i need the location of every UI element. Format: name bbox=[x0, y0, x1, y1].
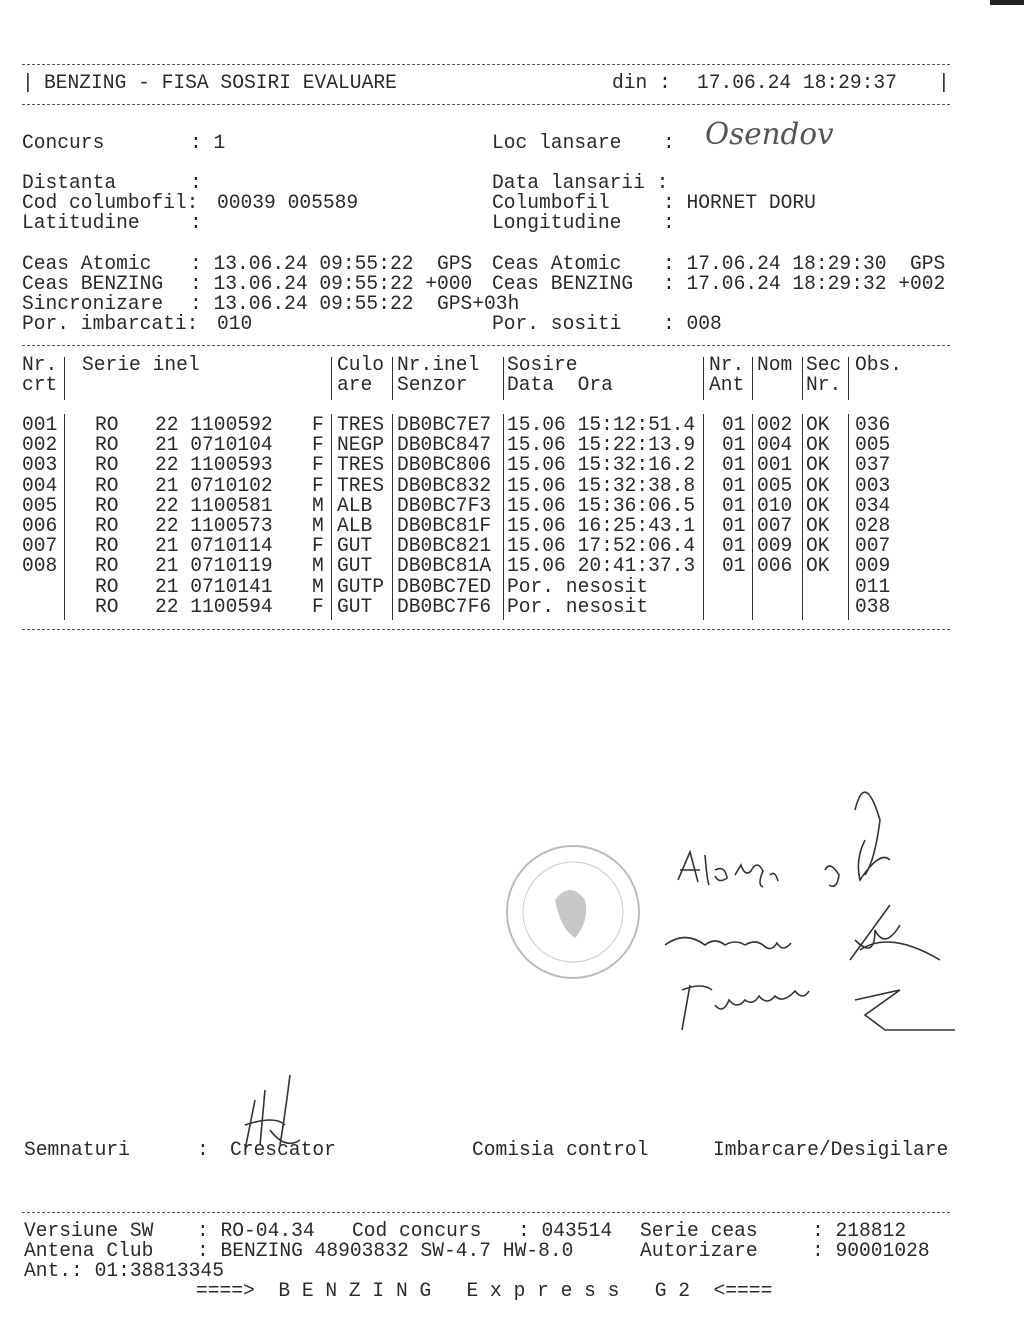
cell-nr: 001 bbox=[22, 414, 58, 437]
crescator-label: Crescator bbox=[230, 1139, 336, 1162]
cell-sex: F bbox=[312, 454, 324, 478]
column-header-nom: Nom bbox=[757, 354, 793, 377]
divider bbox=[22, 345, 950, 346]
cell-tara: RO bbox=[95, 595, 119, 619]
column-separator bbox=[703, 357, 704, 620]
cell-inel: 21 0710102 bbox=[155, 474, 273, 498]
arrived-value: : 008 bbox=[663, 313, 722, 336]
clock-left-label: Ceas BENZING bbox=[22, 273, 164, 296]
cell-culoare: ALB bbox=[337, 515, 373, 538]
cell-nom: 004 bbox=[757, 434, 793, 458]
cell-sosire: Por. nesosit bbox=[507, 575, 649, 599]
clock-right-value: : 17.06.24 18:29:32 +002 bbox=[663, 273, 946, 296]
cell-sec: OK bbox=[806, 434, 830, 458]
cell-culoare: NEGP bbox=[337, 434, 385, 458]
cell-obs: 005 bbox=[855, 434, 891, 458]
cell-ant: 01 bbox=[722, 515, 746, 538]
cell-sec: OK bbox=[806, 555, 830, 579]
cell-sec: OK bbox=[806, 414, 830, 437]
cell-nr: 007 bbox=[22, 535, 58, 559]
column-header-senzor: Nr.inel bbox=[397, 354, 480, 377]
column-separator bbox=[802, 357, 803, 620]
cell-sec: OK bbox=[806, 515, 830, 538]
versiune-label: Versiune SW bbox=[24, 1220, 154, 1243]
cell-inel: 22 1100594 bbox=[155, 595, 273, 619]
embarked-label: Por. imbarcati: bbox=[22, 313, 199, 336]
cell-inel: 21 0710141 bbox=[155, 575, 273, 599]
cell-culoare: GUTP bbox=[337, 575, 385, 599]
column-header-sosire-line2: Data Ora bbox=[507, 374, 613, 397]
cell-inel: 22 1100593 bbox=[155, 454, 273, 478]
column-separator bbox=[752, 357, 753, 620]
autorizare-label: Autorizare bbox=[640, 1240, 758, 1263]
cell-senzor: DB0BC7ED bbox=[397, 575, 492, 599]
column-separator bbox=[392, 357, 393, 620]
header-left-bar: | bbox=[22, 72, 34, 95]
cell-ant: 01 bbox=[722, 555, 746, 579]
cell-sex: M bbox=[312, 555, 324, 579]
cell-nom: 007 bbox=[757, 515, 793, 538]
cell-obs: 037 bbox=[855, 454, 891, 478]
cell-inel: 21 0710104 bbox=[155, 434, 273, 458]
cell-obs: 036 bbox=[855, 414, 891, 437]
column-separator bbox=[331, 357, 332, 620]
cell-senzor: DB0BC821 bbox=[397, 535, 492, 559]
handwritten-signatures bbox=[660, 780, 960, 1040]
cell-sosire: 15.06 15:36:06.5 bbox=[507, 494, 696, 518]
cell-sex: F bbox=[312, 434, 324, 458]
distanta-value: : bbox=[190, 172, 202, 195]
cell-senzor: DB0BC7F6 bbox=[397, 595, 492, 619]
arrived-label: Por. sositi bbox=[492, 313, 622, 336]
cell-sosire: 15.06 17:52:06.4 bbox=[507, 535, 696, 559]
cell-sosire: 15.06 15:32:16.2 bbox=[507, 454, 696, 478]
cell-tara: RO bbox=[95, 434, 119, 458]
cell-senzor: DB0BC81A bbox=[397, 555, 492, 579]
cell-culoare: TRES bbox=[337, 414, 385, 437]
signatures-label: Semnaturi bbox=[24, 1139, 130, 1162]
clock-left-value: : 13.06.24 09:55:22 GPS+03h bbox=[190, 293, 520, 316]
cell-obs: 038 bbox=[855, 595, 891, 619]
header-right-bar: | bbox=[938, 72, 950, 95]
latitudine-value: : bbox=[190, 212, 202, 235]
signatures-colon: : bbox=[197, 1139, 209, 1162]
cell-sex: M bbox=[312, 515, 324, 538]
clock-right-label: Ceas Atomic bbox=[492, 253, 622, 276]
cell-sex: M bbox=[312, 494, 324, 518]
column-header-sosire: Sosire bbox=[507, 354, 578, 377]
column-separator bbox=[848, 357, 849, 620]
serie-ceas-value: : 218812 bbox=[812, 1220, 907, 1243]
antena-value: : BENZING 48903832 SW-4.7 HW-8.0 bbox=[197, 1240, 574, 1263]
club-stamp bbox=[500, 840, 650, 985]
cell-culoare: ALB bbox=[337, 494, 373, 518]
cell-nr: 004 bbox=[22, 474, 58, 498]
cell-senzor: DB0BC7F3 bbox=[397, 494, 492, 518]
cell-ant: 01 bbox=[722, 454, 746, 478]
divider bbox=[22, 629, 950, 630]
cell-tara: RO bbox=[95, 494, 119, 518]
cell-inel: 22 1100581 bbox=[155, 494, 273, 518]
cell-nr: 005 bbox=[22, 494, 58, 518]
cell-tara: RO bbox=[95, 515, 119, 538]
cell-nom: 009 bbox=[757, 535, 793, 559]
antenna-id: Ant.: 01:38813345 bbox=[24, 1260, 224, 1283]
cell-culoare: TRES bbox=[337, 474, 385, 498]
clock-left-label: Ceas Atomic bbox=[22, 253, 152, 276]
column-header-ant-line2: Ant bbox=[709, 374, 745, 397]
divider bbox=[22, 1212, 950, 1213]
cell-sex: F bbox=[312, 595, 324, 619]
distanta-label: Distanta bbox=[22, 172, 117, 195]
cell-tara: RO bbox=[95, 414, 119, 437]
cell-obs: 028 bbox=[855, 515, 891, 538]
cell-inel: 22 1100573 bbox=[155, 515, 273, 538]
column-header-obs: Obs. bbox=[855, 354, 903, 377]
cell-senzor: DB0BC81F bbox=[397, 515, 492, 538]
longitudine-label: Longitudine bbox=[492, 212, 622, 235]
separator-gap bbox=[22, 400, 950, 414]
cell-obs: 007 bbox=[855, 535, 891, 559]
cell-sec: OK bbox=[806, 474, 830, 498]
column-header-sec: Sec bbox=[806, 354, 842, 377]
cell-sosire: 15.06 15:12:51.4 bbox=[507, 414, 696, 437]
data-lansarii-label: Data lansarii : bbox=[492, 172, 669, 195]
clock-right-value: : 17.06.24 18:29:30 GPS bbox=[663, 253, 946, 276]
concurs-value: : 1 bbox=[190, 132, 226, 155]
page-title: BENZING - FISA SOSIRI EVALUARE bbox=[44, 72, 397, 95]
column-header-culoare: Culo bbox=[337, 354, 385, 377]
cell-sec: OK bbox=[806, 535, 830, 559]
column-separator bbox=[503, 357, 504, 620]
comisia-label: Comisia control bbox=[472, 1139, 649, 1162]
column-header-sec-line2: Nr. bbox=[806, 374, 842, 397]
print-date: 17.06.24 18:29:37 bbox=[697, 72, 897, 95]
cell-tara: RO bbox=[95, 555, 119, 579]
cell-nom: 010 bbox=[757, 494, 793, 518]
cell-ant: 01 bbox=[722, 414, 746, 437]
cod-concurs-label: Cod concurs bbox=[352, 1220, 482, 1243]
columbofil-value: : HORNET DORU bbox=[663, 192, 816, 215]
cell-senzor: DB0BC806 bbox=[397, 454, 492, 478]
column-header-ant: Nr. bbox=[709, 354, 745, 377]
cell-sex: F bbox=[312, 414, 324, 437]
cell-sosire: Por. nesosit bbox=[507, 595, 649, 619]
cell-culoare: GUT bbox=[337, 555, 373, 579]
cell-inel: 21 0710114 bbox=[155, 535, 273, 559]
columbofil-label: Columbofil bbox=[492, 192, 610, 215]
cell-culoare: GUT bbox=[337, 535, 373, 559]
clock-left-value: : 13.06.24 09:55:22 +000 bbox=[190, 273, 473, 296]
serie-ceas-label: Serie ceas bbox=[640, 1220, 758, 1243]
cell-ant: 01 bbox=[722, 535, 746, 559]
column-header-nr: Nr. bbox=[22, 354, 58, 377]
cod-concurs-value: : 043514 bbox=[518, 1220, 613, 1243]
cell-sosire: 15.06 20:41:37.3 bbox=[507, 555, 696, 579]
cell-sex: F bbox=[312, 535, 324, 559]
cell-sosire: 15.06 15:32:38.8 bbox=[507, 474, 696, 498]
cell-senzor: DB0BC847 bbox=[397, 434, 492, 458]
loc-lansare-label: Loc lansare bbox=[492, 132, 622, 155]
cell-ant: 01 bbox=[722, 494, 746, 518]
cell-tara: RO bbox=[95, 575, 119, 599]
loc-lansare-colon: : bbox=[663, 132, 675, 155]
clock-right-label: Ceas BENZING bbox=[492, 273, 634, 296]
clock-left-value: : 13.06.24 09:55:22 GPS bbox=[190, 253, 473, 276]
benzing-banner: ====> B E N Z I N G E x p r e s s G 2 <==== bbox=[196, 1280, 773, 1303]
cell-ant: 01 bbox=[722, 434, 746, 458]
column-header-serie: Serie inel bbox=[82, 354, 200, 377]
cell-nom: 005 bbox=[757, 474, 793, 498]
cell-obs: 034 bbox=[855, 494, 891, 518]
cell-ant: 01 bbox=[722, 474, 746, 498]
cell-sosire: 15.06 16:25:43.1 bbox=[507, 515, 696, 538]
divider bbox=[22, 64, 950, 65]
cell-obs: 011 bbox=[855, 575, 891, 599]
cell-nr: 008 bbox=[22, 555, 58, 579]
imbarcare-label: Imbarcare/Desigilare bbox=[713, 1139, 949, 1162]
cell-inel: 21 0710119 bbox=[155, 555, 273, 579]
autorizare-value: : 90001028 bbox=[812, 1240, 930, 1263]
clock-left-label: Sincronizare bbox=[22, 293, 164, 316]
cell-senzor: DB0BC7E7 bbox=[397, 414, 492, 437]
cell-tara: RO bbox=[95, 535, 119, 559]
cell-nom: 002 bbox=[757, 414, 793, 437]
cell-sec: OK bbox=[806, 494, 830, 518]
column-header-nr-line2: crt bbox=[22, 374, 58, 397]
column-header-culoare-line2: are bbox=[337, 374, 373, 397]
cell-tara: RO bbox=[95, 454, 119, 478]
cell-sosire: 15.06 15:22:13.9 bbox=[507, 434, 696, 458]
cod-columbofil-value: 00039 005589 bbox=[217, 192, 359, 215]
date-label: din : bbox=[612, 72, 671, 95]
loc-lansare-handwritten: Osendov bbox=[705, 117, 834, 152]
cell-obs: 009 bbox=[855, 555, 891, 579]
cell-sex: M bbox=[312, 575, 324, 599]
cod-columbofil-label: Cod columbofil: bbox=[22, 192, 199, 215]
cell-senzor: DB0BC832 bbox=[397, 474, 492, 498]
concurs-label: Concurs bbox=[22, 132, 105, 155]
embarked-value: 010 bbox=[217, 313, 253, 336]
versiune-value: : RO-04.34 bbox=[197, 1220, 315, 1243]
latitudine-label: Latitudine bbox=[22, 212, 140, 235]
cell-culoare: GUT bbox=[337, 595, 373, 619]
cell-obs: 003 bbox=[855, 474, 891, 498]
cell-culoare: TRES bbox=[337, 454, 385, 478]
cell-nom: 001 bbox=[757, 454, 793, 478]
column-header-senzor-line2: Senzor bbox=[397, 374, 468, 397]
scan-edge-mark bbox=[990, 0, 1024, 5]
cell-nr: 002 bbox=[22, 434, 58, 458]
cell-tara: RO bbox=[95, 474, 119, 498]
cell-nr: 003 bbox=[22, 454, 58, 478]
cell-sec: OK bbox=[806, 454, 830, 478]
cell-inel: 22 1100592 bbox=[155, 414, 273, 437]
cell-nr: 006 bbox=[22, 515, 58, 538]
antena-label: Antena Club bbox=[24, 1240, 154, 1263]
column-separator bbox=[64, 357, 65, 620]
divider bbox=[22, 104, 950, 105]
cell-sex: F bbox=[312, 474, 324, 498]
longitudine-value: : bbox=[663, 212, 675, 235]
cell-nom: 006 bbox=[757, 555, 793, 579]
